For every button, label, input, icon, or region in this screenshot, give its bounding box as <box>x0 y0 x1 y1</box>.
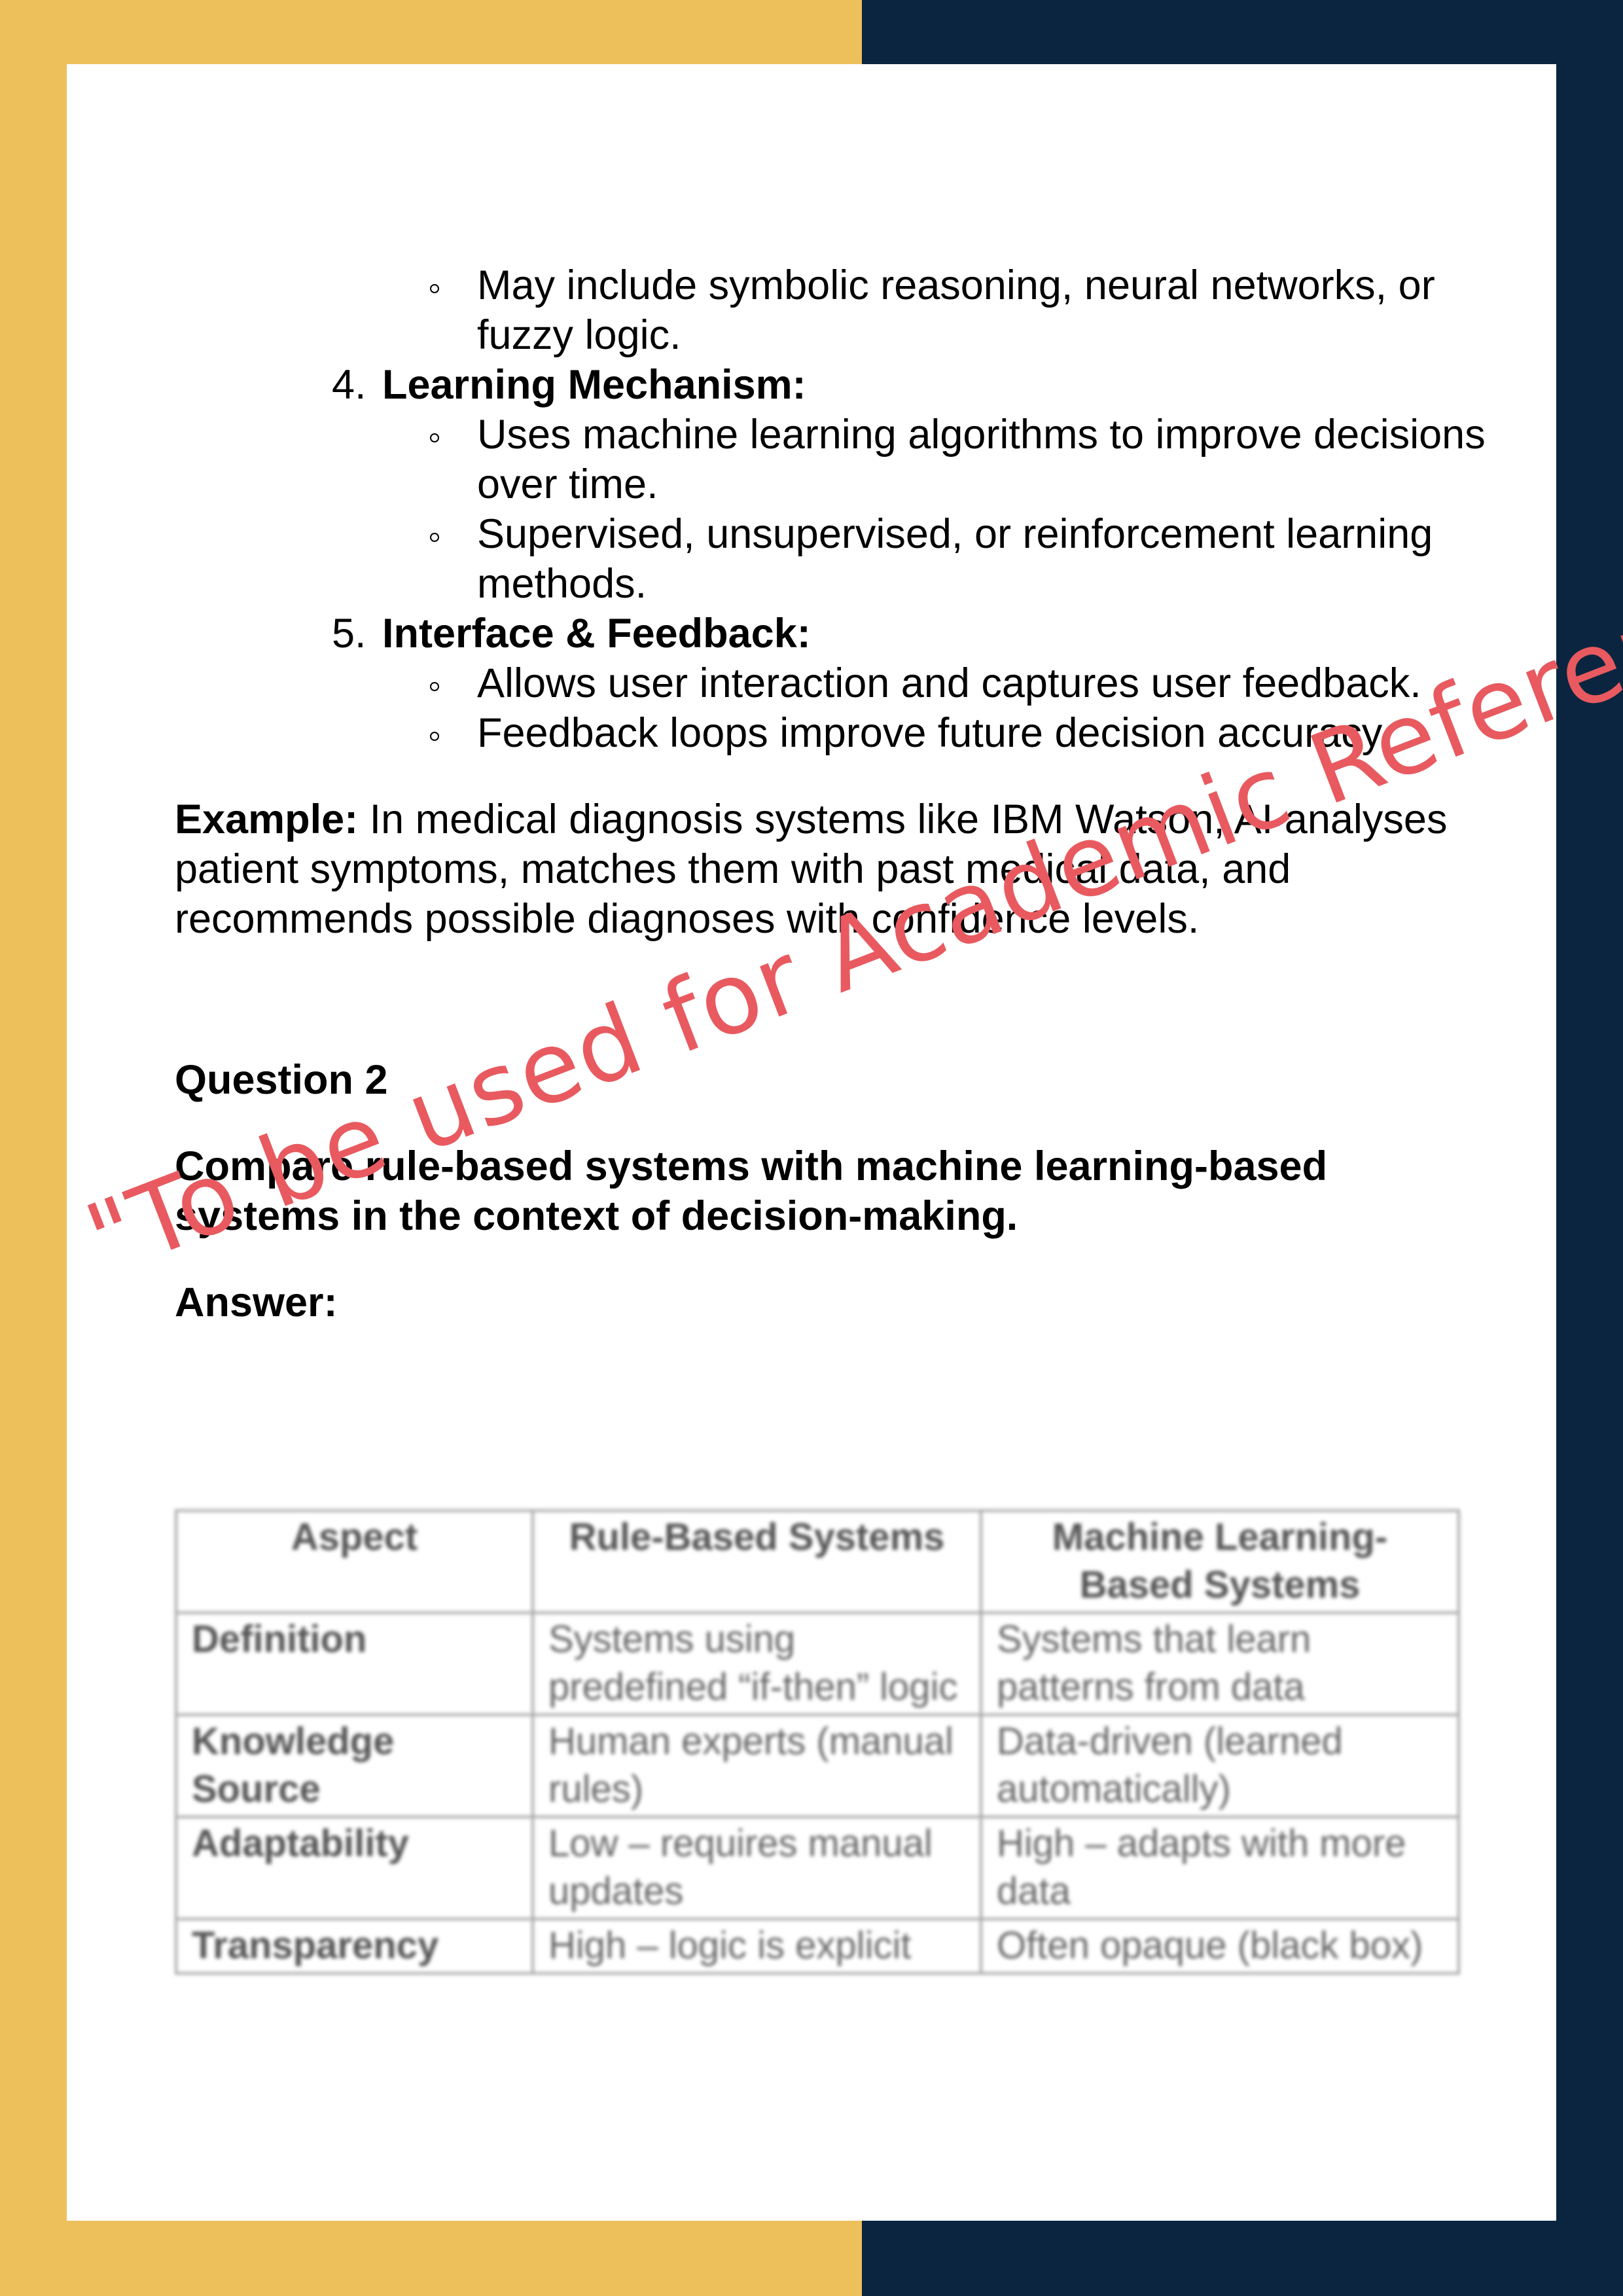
table-cell: Human experts (manual rules) <box>533 1715 981 1817</box>
numbered-heading-5 <box>175 609 1497 658</box>
table-cell: Transparency <box>176 1919 533 1973</box>
table-cell: Knowledge Source <box>176 1715 533 1817</box>
item-title: Interface & Feedback: <box>382 611 811 656</box>
hollow-bullet-icon <box>430 533 439 542</box>
column-header: Rule-Based Systems <box>533 1511 981 1613</box>
table-cell: Definition <box>176 1613 533 1715</box>
bullet-text: May include symbolic reasoning, neural networks, or fuzzy logic. <box>477 262 1435 358</box>
table-header-row <box>176 1511 1459 1613</box>
table-cell: Often opaque (black box) <box>981 1919 1459 1973</box>
list-item <box>175 658 1497 708</box>
list-item <box>175 509 1497 609</box>
comparison-table <box>175 1509 1460 1975</box>
example-label: Example: <box>175 797 359 842</box>
bullet-text: Supervised, unsupervised, or reinforcement learning methods. <box>477 511 1433 607</box>
table-cell: Systems using predefined “if-then” logic <box>533 1613 981 1715</box>
question-heading: Question 2 <box>175 1057 388 1103</box>
numbered-heading-4 <box>175 360 1497 410</box>
example-text: In medical diagnosis systems like IBM Watson, AI analyses patient symptoms, matches them with past medical data, and recommends possible diagnoses with confidence levels. <box>175 797 1448 942</box>
table-cell: High – logic is explicit <box>533 1919 981 1973</box>
hollow-bullet-icon <box>430 433 439 442</box>
hollow-bullet-icon <box>430 732 439 741</box>
bullet-text: Uses machine learning algorithms to improve decisions over time. <box>477 412 1486 507</box>
answer-label: Answer: <box>175 1280 338 1325</box>
bullet-text: Feedback loops improve future decision accuracy. <box>477 710 1391 756</box>
table-row <box>176 1715 1459 1817</box>
column-header: Aspect <box>176 1511 533 1613</box>
table-row <box>176 1613 1459 1715</box>
document-page <box>67 64 1556 2221</box>
table-cell: Low – requires manual updates <box>533 1817 981 1919</box>
table-cell: High – adapts with more data <box>981 1817 1459 1919</box>
list-item <box>175 410 1497 509</box>
list-item <box>175 260 1497 360</box>
item-number: 4. <box>332 362 366 408</box>
table-cell: Data-driven (learned automatically) <box>981 1715 1459 1817</box>
bullet-text: Allows user interaction and captures user feedback. <box>477 660 1421 706</box>
document-content <box>175 260 1497 1327</box>
example-paragraph <box>175 795 1457 944</box>
column-header: Machine Learning-Based Systems <box>981 1511 1459 1613</box>
question-text: Compare rule-based systems with machine learning-based systems in the context of decision-making. <box>175 1143 1328 1239</box>
item-number: 5. <box>332 611 366 656</box>
table-row <box>176 1919 1459 1973</box>
watermark: "To be used for Academic Reference <box>72 540 1623 1298</box>
table-cell: Adaptability <box>176 1817 533 1919</box>
item-title: Learning Mechanism: <box>382 362 806 408</box>
table-cell: Systems that learn patterns from data <box>981 1613 1459 1715</box>
hollow-bullet-icon <box>430 284 439 293</box>
list-item <box>175 708 1497 758</box>
hollow-bullet-icon <box>430 682 439 691</box>
table-row <box>176 1817 1459 1919</box>
